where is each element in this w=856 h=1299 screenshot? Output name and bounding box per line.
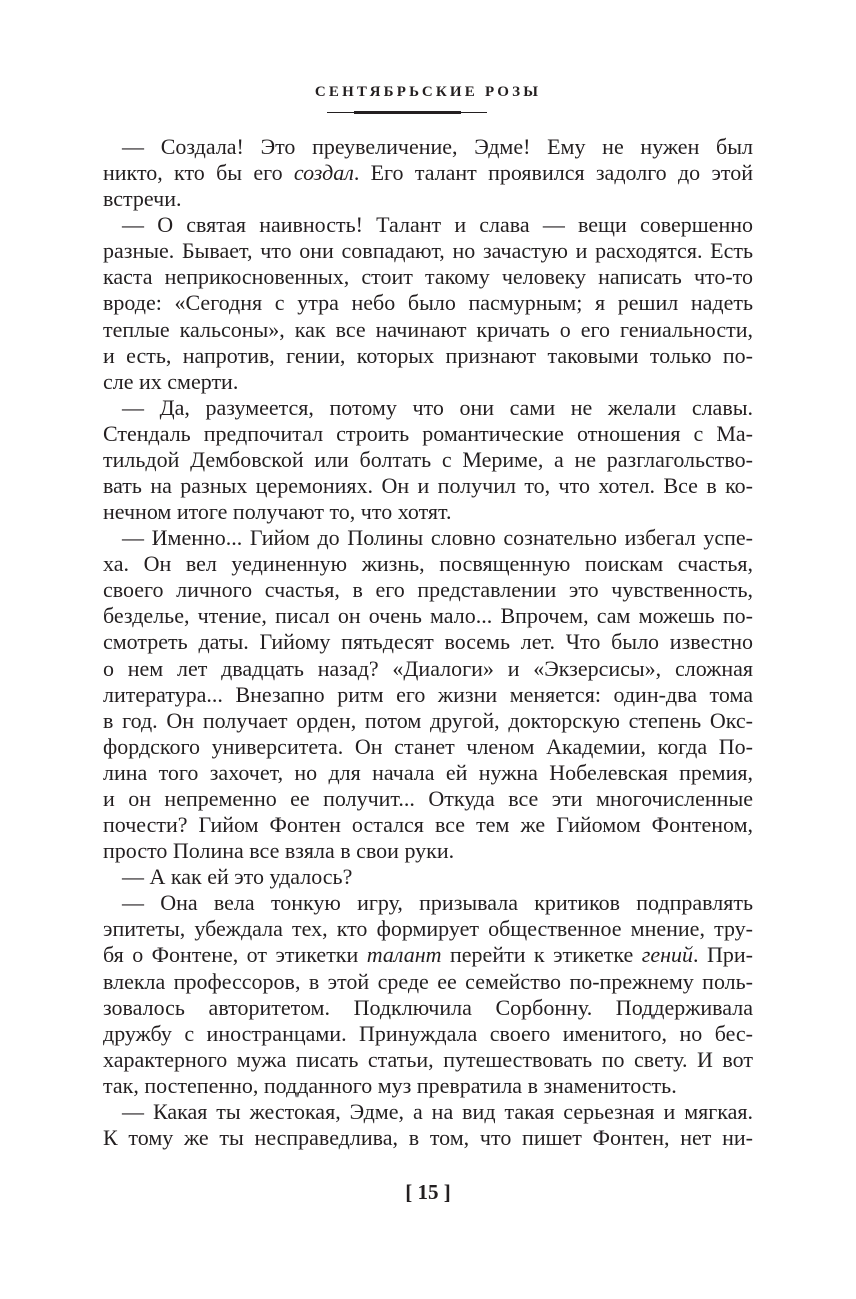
text-segment: лина того захочет, но для начала ей нужна Нобелевская премия, bbox=[103, 759, 753, 785]
text-line bbox=[103, 1047, 753, 1073]
text-line bbox=[103, 890, 753, 916]
text-line bbox=[103, 551, 753, 577]
text-line bbox=[103, 682, 753, 708]
text-line bbox=[103, 838, 753, 864]
text-segment: так, постепенно, подданного муз превратила в знаменитость. bbox=[103, 1072, 677, 1098]
text-segment: эпитеты, убеждала тех, кто формирует общественное мнение, тру- bbox=[103, 916, 753, 942]
text-segment: о нем лет двадцать назад? «Диалоги» и «Экзерсисы», сложная bbox=[103, 655, 753, 681]
text-segment: и он непременно ее получит... Откуда все эти многочисленные bbox=[103, 785, 753, 811]
text-segment: безделье, чтение, писал он очень мало... Впрочем, сам можешь по- bbox=[103, 603, 753, 629]
text-line bbox=[103, 916, 753, 942]
text-line bbox=[103, 969, 753, 995]
text-line bbox=[103, 238, 753, 264]
text-line bbox=[103, 786, 753, 812]
text-segment: ха. Он вел уединенную жизнь, посвященную поискам счастья, bbox=[103, 551, 753, 577]
text-segment: — А как ей это удалось? bbox=[122, 864, 353, 890]
text-line bbox=[103, 317, 753, 343]
page-number: [ 15 ] bbox=[405, 1180, 451, 1204]
text-segment: . При- bbox=[693, 942, 753, 968]
text-line bbox=[103, 1073, 753, 1099]
text-segment: смотреть даты. Гийому пятьдесят восемь лет. Что было известно bbox=[103, 629, 753, 655]
text-line bbox=[103, 186, 753, 212]
text-segment: вроде: «Сегодня с утра небо было пасмурным; я решил надеть bbox=[103, 290, 753, 316]
text-line bbox=[103, 734, 753, 760]
italic-text: создал bbox=[293, 160, 354, 186]
text-segment: — Именно... Гийом до Полины словно сознательно избегал успе- bbox=[122, 525, 753, 551]
text-segment: влекла профессоров, в этой среде ее семейство по-прежнему поль- bbox=[103, 968, 753, 994]
text-line bbox=[103, 1125, 753, 1151]
text-line bbox=[103, 1099, 753, 1125]
text-line bbox=[103, 395, 753, 421]
text-line bbox=[103, 212, 753, 238]
running-header: СЕНТЯБРЬСКИЕ РОЗЫ bbox=[314, 84, 542, 100]
text-line bbox=[103, 134, 753, 160]
text-segment: — Создала! Это преувеличение, Эдме! Ему не нужен был bbox=[122, 134, 753, 159]
text-line bbox=[103, 812, 753, 838]
text-segment: . Его талант проявился задолго до этой bbox=[353, 160, 753, 186]
text-line bbox=[103, 995, 753, 1021]
text-segment: дружбу с иностранцами. Принуждала своего именитого, но бес- bbox=[103, 1020, 753, 1046]
text-segment: вать на разных церемониях. Он и получил то, что хотел. Все в ко- bbox=[103, 473, 753, 499]
text-line bbox=[103, 343, 753, 369]
text-segment: теплые кальсоны», как все начинают кричать о его гениальности, bbox=[103, 316, 753, 342]
text-segment: литература... Внезапно ритм его жизни меняется: один-два тома bbox=[103, 681, 753, 707]
text-segment: встречи. bbox=[103, 186, 182, 212]
text-segment: зовалось авторитетом. Подключила Сорбонну. Поддерживала bbox=[103, 994, 753, 1020]
text-segment: фордского университета. Он станет членом Академии, когда По- bbox=[103, 733, 753, 759]
italic-text: гений bbox=[641, 942, 694, 968]
text-segment: в год. Он получает орден, потом другой, докторскую степень Окс- bbox=[103, 707, 753, 733]
text-line bbox=[103, 577, 753, 603]
text-segment: нечном итоге получают то, что хотят. bbox=[103, 499, 452, 525]
text-line bbox=[103, 499, 753, 525]
text-segment: разные. Бывает, что они совпадают, но зачастую и расходятся. Есть bbox=[103, 238, 753, 264]
text-segment: Стендаль предпочитал строить романтические отношения с Ма- bbox=[103, 420, 753, 446]
text-segment: бя о Фонтене, от этикетки bbox=[103, 942, 367, 968]
italic-text: талант bbox=[366, 942, 442, 968]
text-line bbox=[103, 369, 753, 395]
text-segment: каста неприкосновенных, стоит такому человеку написать что-то bbox=[103, 264, 753, 290]
text-segment: — Она вела тонкую игру, призывала критиков подправлять bbox=[122, 890, 753, 916]
text-line bbox=[103, 447, 753, 473]
text-segment: почести? Гийом Фонтен остался все тем же Гийомом Фонтеном, bbox=[103, 812, 753, 838]
text-segment: — Какая ты жестокая, Эдме, а на вид такая серьезная и мягкая. bbox=[122, 1098, 753, 1124]
text-line bbox=[103, 1021, 753, 1047]
text-segment: характерного мужа писать статьи, путешествовать по свету. И вот bbox=[103, 1046, 753, 1072]
text-segment: — Да, разумеется, потому что они сами не желали славы. bbox=[122, 394, 753, 420]
text-line bbox=[103, 264, 753, 290]
text-line bbox=[103, 656, 753, 682]
text-line bbox=[103, 290, 753, 316]
text-segment: никто, кто бы его bbox=[103, 160, 294, 186]
text-line bbox=[103, 629, 753, 655]
text-segment: и есть, напротив, гении, которых признают таковыми только по- bbox=[103, 342, 753, 368]
text-line bbox=[103, 421, 753, 447]
text-segment: — О святая наивность! Талант и слава — вещи совершенно bbox=[122, 212, 753, 238]
text-line bbox=[103, 160, 753, 186]
text-line bbox=[103, 603, 753, 629]
text-segment: просто Полина все взяла в свои руки. bbox=[103, 838, 455, 864]
text-line bbox=[103, 708, 753, 734]
text-segment: тильдой Дембовской или болтать с Мериме, а не разглагольство- bbox=[103, 446, 753, 472]
text-segment: перейти к этикетке bbox=[441, 942, 642, 968]
text-segment: своего личного счастья, в его представлении это чувственность, bbox=[103, 577, 753, 603]
body-text bbox=[103, 134, 753, 1151]
text-line bbox=[103, 473, 753, 499]
text-line bbox=[103, 760, 753, 786]
header-rule-accent bbox=[354, 111, 461, 114]
text-segment: К тому же ты несправедлива, в том, что пишет Фонтен, нет ни- bbox=[103, 1124, 753, 1150]
text-line bbox=[103, 942, 753, 968]
text-line bbox=[103, 864, 753, 890]
text-segment: сле их смерти. bbox=[103, 368, 239, 394]
text-line bbox=[103, 525, 753, 551]
